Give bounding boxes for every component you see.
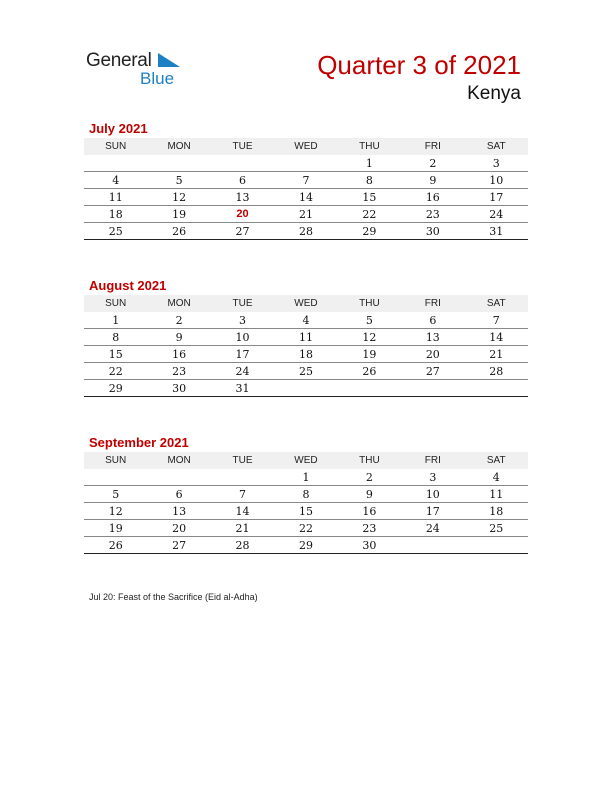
weekday-label: THU <box>359 141 380 152</box>
day-cell: 31 <box>235 381 250 395</box>
day-cell: 3 <box>492 156 500 170</box>
day-cell: 21 <box>489 347 504 361</box>
day-cell: 17 <box>425 504 440 518</box>
day-cell: 9 <box>175 330 183 344</box>
day-cell: 26 <box>108 538 123 552</box>
weekday-header <box>84 295 528 312</box>
day-cell: 24 <box>425 521 440 535</box>
day-cell: 6 <box>239 173 247 187</box>
week-row <box>84 486 528 503</box>
day-cell: 18 <box>298 347 313 361</box>
weekday-label: FRI <box>424 455 441 466</box>
week-row <box>84 363 528 380</box>
week-row <box>84 469 528 486</box>
day-cell: 3 <box>429 470 437 484</box>
day-cell: 25 <box>298 364 313 378</box>
day-cell: 2 <box>175 313 183 327</box>
page-title: Quarter 3 of 2021 <box>317 50 521 80</box>
week-row <box>84 189 528 206</box>
weekday-label: FRI <box>424 141 441 152</box>
day-cell: 22 <box>298 521 313 535</box>
day-cell: 25 <box>108 224 123 238</box>
weekday-label: TUE <box>232 455 253 466</box>
weekday-label: TUE <box>232 141 253 152</box>
month-title: September 2021 <box>89 435 189 450</box>
week-row <box>84 312 528 329</box>
day-cell: 1 <box>112 313 120 327</box>
weekday-label: WED <box>294 455 318 466</box>
month-calendar <box>84 277 528 397</box>
month-title: August 2021 <box>89 278 167 293</box>
day-cell: 19 <box>108 521 123 535</box>
day-cell: 23 <box>362 521 377 535</box>
day-cell: 30 <box>425 224 440 238</box>
day-cell: 14 <box>489 330 504 344</box>
brand-word-blue: Blue <box>140 69 175 88</box>
day-cell: 14 <box>235 504 250 518</box>
day-cell: 9 <box>365 487 373 501</box>
weekday-label: SAT <box>486 141 506 152</box>
weekday-label: MON <box>167 298 191 309</box>
day-cell: 6 <box>175 487 183 501</box>
day-cell: 10 <box>489 173 504 187</box>
day-cell: 29 <box>298 538 313 552</box>
day-cell: 7 <box>302 173 310 187</box>
day-cell: 18 <box>489 504 504 518</box>
day-cell: 29 <box>108 381 123 395</box>
week-row <box>84 223 528 240</box>
day-cell: 1 <box>365 156 373 170</box>
weekday-label: FRI <box>424 298 441 309</box>
day-cell: 23 <box>425 207 440 221</box>
day-cell: 14 <box>298 190 313 204</box>
day-cell: 4 <box>112 173 120 187</box>
weekday-label: MON <box>167 141 191 152</box>
day-cell: 5 <box>175 173 183 187</box>
day-cell: 28 <box>298 224 313 238</box>
day-cell: 3 <box>239 313 247 327</box>
day-cell: 8 <box>365 173 373 187</box>
month-title: July 2021 <box>89 121 148 136</box>
month-calendar <box>84 120 528 240</box>
day-cell: 21 <box>298 207 313 221</box>
day-cell: 13 <box>235 190 250 204</box>
day-cell: 19 <box>362 347 377 361</box>
day-cell: 15 <box>362 190 377 204</box>
week-row <box>84 380 528 397</box>
day-cell: 11 <box>298 330 313 344</box>
country-name: Kenya <box>467 83 521 104</box>
weekday-label: SUN <box>105 455 127 466</box>
week-row <box>84 537 528 554</box>
day-cell: 2 <box>429 156 437 170</box>
day-cell: 22 <box>108 364 123 378</box>
day-cell: 15 <box>298 504 313 518</box>
day-cell: 26 <box>362 364 377 378</box>
day-cell: 10 <box>235 330 250 344</box>
month-calendar <box>84 434 528 554</box>
weekday-label: SAT <box>486 298 506 309</box>
day-cell: 20 <box>425 347 440 361</box>
day-cell: 15 <box>108 347 123 361</box>
day-cell: 19 <box>172 207 187 221</box>
holiday-note: Jul 20: Feast of the Sacrifice (Eid al-Adha) <box>89 592 258 602</box>
day-cell: 8 <box>302 487 310 501</box>
day-cell: 13 <box>172 504 187 518</box>
week-row <box>84 155 528 172</box>
day-cell: 21 <box>235 521 250 535</box>
week-row <box>84 206 528 223</box>
weekday-header <box>84 452 528 469</box>
week-row <box>84 520 528 537</box>
day-cell: 16 <box>425 190 440 204</box>
day-cell: 10 <box>425 487 440 501</box>
weekday-header <box>84 138 528 155</box>
weekday-label: THU <box>359 298 380 309</box>
day-cell: 20 <box>236 208 249 220</box>
day-cell: 24 <box>489 207 504 221</box>
day-cell: 27 <box>172 538 187 552</box>
day-cell: 16 <box>172 347 187 361</box>
day-cell: 12 <box>172 190 187 204</box>
day-cell: 27 <box>425 364 440 378</box>
day-cell: 17 <box>489 190 504 204</box>
day-cell: 30 <box>362 538 377 552</box>
day-cell: 8 <box>112 330 120 344</box>
day-cell: 31 <box>489 224 504 238</box>
day-cell: 1 <box>302 470 310 484</box>
day-cell: 22 <box>362 207 377 221</box>
day-cell: 17 <box>235 347 250 361</box>
day-cell: 28 <box>489 364 504 378</box>
day-cell: 24 <box>235 364 250 378</box>
day-cell: 20 <box>172 521 187 535</box>
day-cell: 9 <box>429 173 437 187</box>
day-cell: 2 <box>365 470 373 484</box>
day-cell: 23 <box>172 364 187 378</box>
weekday-label: MON <box>167 455 191 466</box>
day-cell: 11 <box>489 487 504 501</box>
day-cell: 30 <box>172 381 187 395</box>
weekday-label: THU <box>359 455 380 466</box>
day-cell: 13 <box>425 330 440 344</box>
day-cell: 27 <box>235 224 250 238</box>
day-cell: 12 <box>362 330 377 344</box>
day-cell: 7 <box>239 487 247 501</box>
day-cell: 5 <box>112 487 120 501</box>
day-cell: 12 <box>108 504 123 518</box>
day-cell: 7 <box>492 313 500 327</box>
day-cell: 18 <box>108 207 123 221</box>
day-cell: 6 <box>429 313 437 327</box>
holiday-list <box>89 592 258 602</box>
weekday-label: WED <box>294 141 318 152</box>
day-cell: 26 <box>172 224 187 238</box>
weekday-label: SUN <box>105 141 127 152</box>
week-row <box>84 346 528 363</box>
week-row <box>84 172 528 189</box>
weekday-label: SAT <box>486 455 506 466</box>
weekday-label: SUN <box>105 298 127 309</box>
brand-word-general: General <box>86 50 152 71</box>
day-cell: 4 <box>492 470 500 484</box>
day-cell: 11 <box>108 190 123 204</box>
weekday-label: TUE <box>232 298 253 309</box>
weekday-label: WED <box>294 298 318 309</box>
day-cell: 16 <box>362 504 377 518</box>
day-cell: 29 <box>362 224 377 238</box>
brand-logo <box>86 50 196 90</box>
day-cell: 4 <box>302 313 310 327</box>
week-row <box>84 329 528 346</box>
week-row <box>84 503 528 520</box>
day-cell: 5 <box>365 313 373 327</box>
day-cell: 25 <box>489 521 504 535</box>
day-cell: 28 <box>235 538 250 552</box>
